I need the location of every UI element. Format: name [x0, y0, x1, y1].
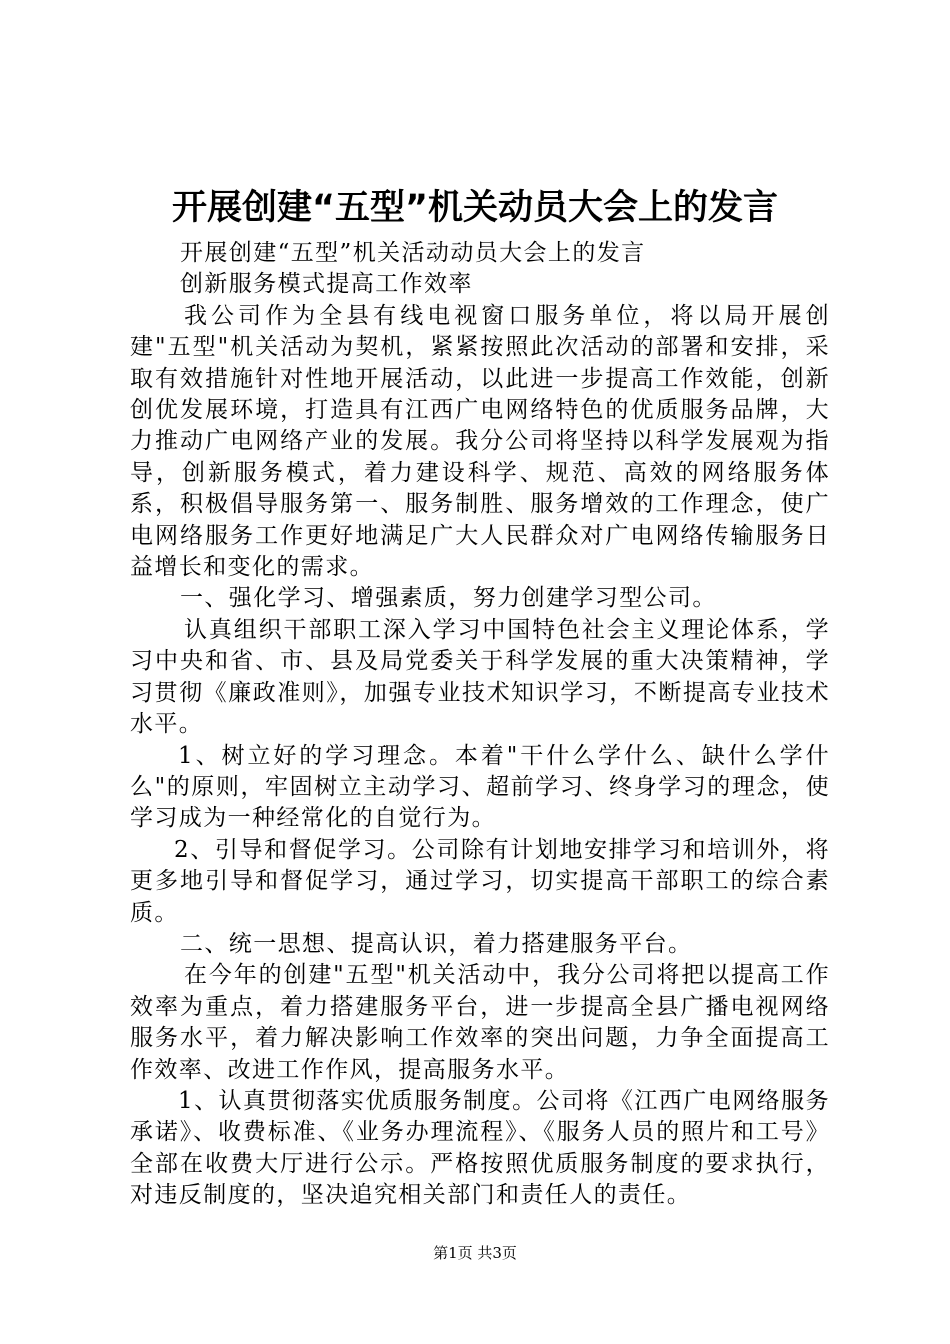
section-2-item-1: 1、认真贯彻落实优质服务制度。公司将《江西广电网络服务承诺》、收费标准、《业务办理流程》、《服务人员的照片和工号》全部在收费大厅进行公示。严格按照优质服务制度的要求执行，对违反制度的，坚决追究相关部门和责任人的责任。	[130, 1087, 830, 1209]
section-1-item-2: 2、引导和督促学习。公司除有计划地安排学习和培训外，将更多地引导和督促学习，通过学习，切实提高干部职工的综合素质。	[130, 836, 830, 926]
theme-line: 创新服务模式提高工作效率	[180, 271, 473, 298]
document-title: 开展创建“五型”机关动员大会上的发言	[171, 188, 778, 228]
section-heading-1: 一、强化学习、增强素质，努力创建学习型公司。	[180, 585, 717, 612]
section-1-item-1: 1、树立好的学习理念。本着"干什么学什么、缺什么学什么"的原则，牢固树立主动学习、超前学习、终身学习的理念，使学习成为一种经常化的自觉行为。	[130, 742, 830, 832]
document-body	[130, 238, 830, 1212]
intro-paragraph: 我公司作为全县有线电视窗口服务单位，将以局开展创建"五型"机关活动为契机，紧紧按照此次活动的部署和安排，采取有效措施针对性地开展活动，以此进一步提高工作效能，创新创优发展环境，打造具有江西广电网络特色的优质服务品牌，大力推动广电网络产业的发展。我分公司将坚持以科学发展观为指导，创新服务模式，着力建设科学、规范、高效的网络服务体系，积极倡导服务第一、服务制胜、服务增效的工作理念，使广电网络服务工作更好地满足广大人民群众对广电网络传输服务日益增长和变化的需求。	[130, 302, 830, 581]
section-2-paragraph: 在今年的创建"五型"机关活动中，我分公司将把以提高工作效率为重点，着力搭建服务平台，进一步提高全县广播电视网络服务水平，着力解决影响工作效率的突出问题，力争全面提高工作效率、改进工作作风，提高服务水平。	[130, 962, 830, 1083]
section-1-paragraph: 认真组织干部职工深入学习中国特色社会主义理论体系，学习中央和省、市、县及局党委关于科学发展的重大决策精神，学习贯彻《廉政准则》，加强专业技术知识学习，不断提高专业技术水平。	[130, 616, 830, 738]
section-heading-2: 二、统一思想、提高认识，着力搭建服务平台。	[180, 930, 693, 957]
subtitle-line: 开展创建“五型”机关活动动员大会上的发言	[180, 240, 646, 266]
page-number-footer: 第1页 共3页	[433, 1244, 517, 1262]
